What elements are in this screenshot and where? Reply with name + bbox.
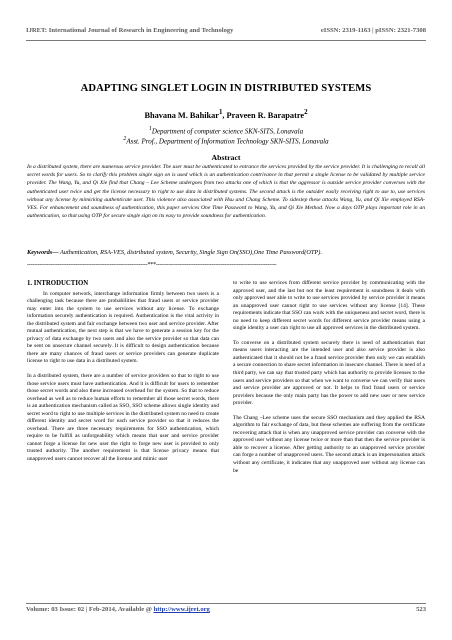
affiliation-2-text: Asst. Prof., Department of Information Technology SKN-SITS, Lonavala: [126, 137, 329, 146]
abstract-heading: Abstract: [211, 153, 241, 162]
affiliation-1: [26, 126, 426, 135]
author-1-sup: 1: [218, 109, 223, 116]
section-heading-introduction: 1. INTRODUCTION: [27, 280, 89, 287]
paragraph: The Chang –Lee scheme uses the secure SSO mechanism and they applied the RSA algorithm to fair exchange of data, but these schemes are suffering from the certificate recovering attack that is when any unapproved service provider can converse with the approved user without any license twice or more than that then the service provider is able to recover a license. After getting authority to an unapproved service provider can forge a number of unapproved users. The second attack is an impersonation attack without any certificate, it indicates that any unapproved user without any license can be: [233, 414, 425, 474]
page-number: 523: [416, 606, 426, 613]
footer-rule: [26, 603, 426, 604]
right-column: [233, 280, 425, 482]
author-2: , Praveen R. Barapatre: [222, 110, 305, 120]
keywords: [27, 249, 425, 257]
left-column: [27, 280, 219, 471]
section-separator: -------------------------------------------------------------------***-------------------------------------------------------------------: [27, 262, 277, 268]
abstract-body: In a distributed system, there are numerous service provider. The user must be authenticated to entrance the services provided by the service provider. It is challenging to recall all secret words for users. So to clarify this problem single sign on is used which is an authentication contrivance in that permit a single license to be validated by multiple service provider. The Wang, Yu, and Qi Xie find that Chang – Lee Scheme undergoes from two attacks one of which is that the aggressor is outside service provider converses with the authenticated user twice and get the license necessary to right to use data in distributed systems. The second attack is the outsider easily receiving right to use to, use services without any license by mimicking authenticate user. This violence also associated with Hsu and Chang Scheme. To sidestep these attacks Wang, Yu, and Qi Xie employed RSA-VES. For enhancement and soundness of authentication, this paper services One Time Password to Wang, Yu, and Qi Xie Method. Now a days OTP plays important role in an authentication, so that using OTP for secure single sign on its easy to provide soundness for authentication.: [27, 164, 425, 220]
running-footer: [26, 606, 426, 613]
author-2-sup: 2: [304, 109, 308, 116]
paper-title: ADAPTING SINGLET LOGIN IN DISTRIBUTED SYSTEMS: [80, 83, 372, 94]
keywords-label: Keywords—: [27, 249, 59, 256]
header-rule: [26, 40, 426, 41]
affiliation-1-sup: 1: [148, 126, 152, 132]
running-header: [26, 27, 426, 34]
journal-name: IJRET: International Journal of Research in Engineering and Technology: [26, 27, 234, 34]
volume-text: Volume: 03 Issue: 02 | Feb-2014, Available @: [26, 606, 154, 613]
paragraph: To converse on a distributed system securely there is need of authentication that means users interacting are the intended user and also service provider is also authenticated that it should not be a fraud service provider then only we can establish a secure connection to share secret information in insecure channel. There is need of a third party, we can say that trusted party which has authority to provide licenses to the users and service providers so that when we want to converse we can verify that users and service provider are approved or not. It helps to find fraud users or service providers because the only main party has the power to add new user or new service provider.: [233, 339, 425, 407]
volume-info: [26, 606, 210, 613]
authors: [26, 109, 426, 120]
keywords-text: Authentication, RSA-VES, distributed system, Security, Single Sign On(SSO),One Time Password(OTP).: [58, 249, 322, 256]
paragraph: In computer network, interchange information firmly between two users is a challenging task because there are probabilities that fraud users or service provider may enter into the system to use services without any license. To exchange information securely authentication is required. Authentication is the vital activity in the distributed system and fair exchange between two user and service provider. After mutual authentication, the next step is that we have to generate a session key for the privacy of data exchange by two users and also the service provider so that data can be sent on unsecure channel securely. It is difficult to design authentication because there are many chances of fraud users or service providers can generate duplicate license to right to use data in a distributed system.: [27, 290, 219, 365]
affiliation-2-sup: 2: [123, 136, 127, 142]
affiliation-1-text: Department of computer science SKN-SITS, Lonavala: [151, 127, 304, 136]
author-1: Bhavana M. Bahikar: [144, 110, 219, 120]
paragraph: In a distributed system, there are a number of service providers so that to right to use those service users must have authentication. And it is difficult for users to remember those secret words and also these increased overhead for the system. So that to reduce overhead as well as to reduce human efforts to remember all those secret words, there is an authentication mechanism called as SSO, SSO scheme allows single identity and secret word to right to use multiple services in the distributed system no need to create different identity and secret word for each service provider so that it reduces the overhead. There are three necessary requirements for SSO authentication, which require to be fulfill as unforgeability which means that user and service provider cannot forge a license for new user the right to forge new user is provided to only trusted authority. The another requirement is that license privacy means that unapproved users cannot recover all the license and mimic user: [27, 373, 219, 463]
affiliation-2: [26, 136, 426, 145]
paragraph: to write to use services from different service provider by communicating with the approved user, and the last but not the least requirement is soundness it deals with only approved user able to write to use services provided by service provider it means an unapproved user cannot right to use services without any license [14]. These requirements indicate that SSO can work with the uniqueness and secret word, there is no need to keep different secret words for different service provider means using a single identity a user can right to use all approved services in the distributed system.: [233, 280, 425, 332]
issn: eISSN: 2319-1163 | pISSN: 2321-7308: [320, 27, 426, 34]
journal-url-link[interactable]: http://www.ijret.org: [153, 606, 210, 613]
